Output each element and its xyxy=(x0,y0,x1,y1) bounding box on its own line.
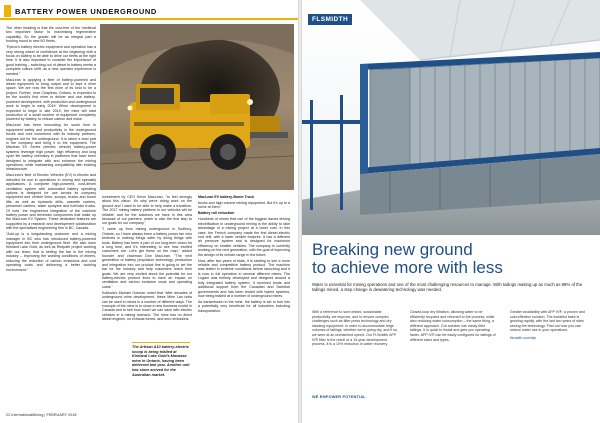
right-page-advert xyxy=(300,0,600,423)
header-accent-block xyxy=(4,5,11,17)
paragraph: Investment by CEO Kevin MacLean, "to feel strongly about this vision. It's why we're doing work on the ground and I want to be able to help make a transition. The 2017 mining battery platform in our vehicles will be reliable, and for the solutions we have in this area because of our partners, which is also the first step to our goals for our company." xyxy=(102,195,192,226)
paragraph: "I came up from mining underground in Sudbury, Ontario, so I have always been a battery power fan who believes in making things safer by doing things with tools. Battery has been a part of our long-term vision for a long time, and it's interesting to see how excited customers are. Let's get these on the map," added founder and chairman Don MacLean. "The next generation of battery propulsion technology, production and integration into our product line is going to set the bar for the industry and help customers reach their goals. We are very excited about the potential for our battery-electric product lines to have an impact on ventilation and carbon emission costs and operating costs." xyxy=(102,227,192,289)
headline-line-1: Breaking new ground xyxy=(312,240,473,259)
paragraph: Hundreds of mines that use of the biggest issues driving electrification in underground mining is the ability to take advantage of a mining project at a lower cost. In this case, the French company made the first diesel-electric roof drill, with a lower vehicle footprint. It has a different air pressure system and is designed for maximum efficiency on smaller vehicles. The company is currently working on the next generation, with the goal of improving the design of its vehicle range in the future. xyxy=(198,217,290,257)
ad-column-3-text: Greater availability with AFP IV®: a proven and cost-effective solution. The installed base is growing rapidly, with the last two years of sites seeing the technology. Find out how you can reduce water use in your operations. xyxy=(510,310,585,333)
paragraph: The other heading is that the cost-free of the medleval two important factor to maximising regenerative capability. So the grader will be as integral part a funding mood to new 5G fleets. xyxy=(6,26,96,44)
paragraph: As transmission in the mine, the battery is set to turn into a potentially very beneficial for all industries including transportation. xyxy=(198,299,290,313)
filter-plant-photo xyxy=(300,0,600,235)
paragraph: Now, after two years of trials, it is starting to see a more reliable and competitive battery product. The machine was tested in extreme conditions before launching and it is now in full operation in several different mines. The Lugarn was entirely developed and designed around a fully integrated battery system. It received funds and additional support from the Canadian and Swedish governments and has been tested with hybrid systems, now being trialled at a number of underground mines. xyxy=(198,258,290,298)
mining-vehicle-photo xyxy=(100,24,294,190)
paragraph: "Add-up is a longstanding customer and a mining manager in BC who has introduced battery-powered equipment into their underground fleet. We also have Kirkland Lake Gold, as well as Redpath project working with our team, that is setting the bar in the mining industry – improving the working conditions of miners, reducing the reduction of carbon emissions and cost operating costs and delivering a better working environment." xyxy=(6,232,96,272)
subheading: MacLean EV battery-Boom Truck xyxy=(198,195,255,199)
caption-rule xyxy=(132,342,190,343)
brand-name: FLSMIDTH xyxy=(312,16,349,23)
headline-line-2: to achieve more with less xyxy=(312,258,503,277)
section-label: BATTERY POWER UNDERGROUND xyxy=(15,6,157,16)
article-column-2 xyxy=(102,195,192,410)
ad-headline xyxy=(312,241,592,277)
article-column-1 xyxy=(6,26,96,411)
page-gutter xyxy=(298,0,302,423)
paragraph: trucks and high-volume mining equipment. But it's up to a niche at them." xyxy=(198,201,290,210)
ad-link[interactable]: flsmidth.com/afp xyxy=(510,335,537,340)
paragraph: Kokkola's Michael Gorman noted that "after decades of underground mine development, these Mine Lan units can be used in mines in a number of different ways. The example of the mine is to show a new business model in Canada and to see how much we can save with electric vehicles in a mining scenario. The mine has no direct diesel engines, no exhaust fumes, and zero emissions. xyxy=(102,290,192,322)
brand-logo xyxy=(308,14,352,25)
article-column-3 xyxy=(198,195,290,410)
paragraph: MacLean has been innovating for some time in equipment safety and productivity in the underground trucks and rock movement with its industry partners, engines out for the underground. It is taken a lead part in the company and bring it to the equipment. The Maclean EV Series (electric vehicle) battery-power systems leverage high power, high efficiency and long cycle life battery chemistry in platforms that have been designed to integrate with and enhance the mining operations, while maintaining compatibility with existing infrastructure. xyxy=(6,123,96,172)
photo-caption: The Artisan A10 battery-electric scoop is being trialled at Kirkland Lake Gold's Macassa mine in Ontario, having been delivered last year. Another unit has since arrived for the Australian market. xyxy=(132,345,190,377)
ad-column-3 xyxy=(510,310,592,341)
ad-column-1: With a reference to sure-tested, sustainable productivity, we improve, and to ensure complex challenges such as filter press technology and dry stacking equipment. In order to accommodate large volumes of tailings, whether we're going dry, and if so, we were at an unmatched speed. Our FLSmidth AFP IV® filter is the result of a 15-year development process, it is a 10% reduction in water recovery. xyxy=(312,310,398,347)
section-header xyxy=(0,4,300,18)
page-folio: 22 InternationalMining | FEBRUARY 2018 xyxy=(6,413,77,417)
header-rule xyxy=(0,18,300,20)
brand-tagline: WE EMPOWER POTENTIAL xyxy=(312,395,366,399)
paragraph: "Epiroc's battery electric equipment and operation has a very strong wheel of confidence at the beginning with a focus on battery to be able to drive our fleets at the right time. It is also important to consider the importance of good training – switching out of diesel to battery needs a complete culture shift, as a new operator experience is needed." xyxy=(6,45,96,76)
paragraph: MacLean is applying a fleet of battery-powered and diesel equipment to bring output and to kept a mine space. We are now the first mine of its kind to be a project. Further, near Chapleau, Ontario, is expected to be the world's first mine to deliver and use battery-powered development, with production and underground work to begin in early 2019. When development is expected to begin in late 2019, the mine will start production of a small number of equipment completely powered by battery, to reduce carbon and noise. xyxy=(6,77,96,122)
subheading: Battery roll reduction xyxy=(198,211,235,216)
ad-column-2: Closed-loop dry filtration, allowing water to be efficiently recycled and returned to the process, while also reducing water consumption – the same thing, a different approach. Our solution can easily filter tailings. It is quick to install and gets you operating faster. AFP IV® can be easily configured for tailings of different sizes and types. xyxy=(410,310,496,342)
paragraph: MacLean's fleet of Electric Vehicles (EV) is electric and intended for use in operations in mining and specialty applications. A complete high-powered, cost-driven ventilation system with automated battery operating options is designed for use across its company equipment and vehicle lines: scoops, trucks and boom lifts, as well as hydraulic drills, cassette carriers, personnel carriers, water sprayers and fuel/lube trucks. Of note, the engineered integration of the machine battery power and drivetrain components that make up the MacLean EV System. These dedicated features are supported by a research and development collaboration with the specialised engineering firm in BC, Canada. xyxy=(6,173,96,231)
ad-intro: Water is essential for mining operations and one of the most challenging resources to manage. With tailings making up as much as 98% of the tailings mined, a step change in dewatering technology was needed. xyxy=(312,282,583,293)
